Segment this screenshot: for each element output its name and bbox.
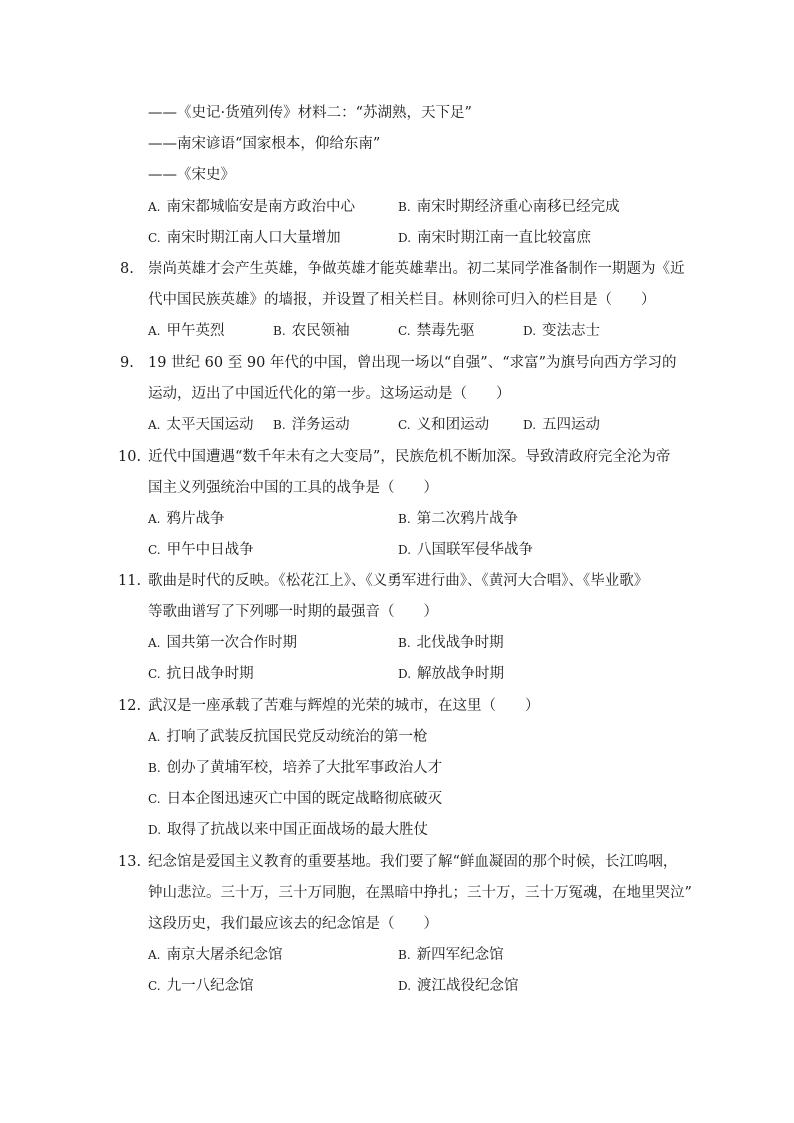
q7-option-d xyxy=(398,228,591,248)
q12-option-c xyxy=(148,789,442,809)
q11-option-c xyxy=(148,664,254,684)
material-source-line-3: ——《宋史》 xyxy=(148,167,235,183)
option-letter: A. xyxy=(148,418,161,432)
q10-stem-line-1: 近代中国遭遇“数千年未有之大变局”，民族危机不断加深。导致清政府完全沦为帝 xyxy=(148,449,671,465)
option-text: 南京大屠杀纪念馆 xyxy=(166,947,283,963)
option-letter: A. xyxy=(148,730,161,744)
q10-option-d xyxy=(398,540,533,560)
option-text: 创办了黄埔军校，培养了大批军事政治人才 xyxy=(166,760,443,776)
option-text: 义和团运动 xyxy=(416,417,490,433)
option-letter: A. xyxy=(148,512,161,526)
option-letter: B. xyxy=(273,324,286,338)
q13-stem-line-3: 这段历史，我们最应该去的纪念馆是（ ） xyxy=(148,916,438,932)
option-text: 日本企图迅速灭亡中国的既定战略彻底破灭 xyxy=(166,791,443,807)
q13-stem-line-2: 钟山悲泣。三十万，三十万同胞，在黑暗中挣扎；三十万，三十万冤魂，在地里哭泣” xyxy=(148,885,692,901)
q11-number: 11. xyxy=(118,573,142,589)
q13-option-c xyxy=(148,976,254,996)
q12-number: 12. xyxy=(118,698,142,714)
q11-option-b xyxy=(398,633,504,653)
q8-number: 8. xyxy=(120,261,134,277)
option-text: 解放战争时期 xyxy=(417,666,505,682)
option-letter: B. xyxy=(398,948,411,962)
option-text: 甲午英烈 xyxy=(166,323,225,339)
q11-stem-line-1: 歌曲是时代的反映。《松花江上》、《义勇军进行曲》、《黄河大合唱》、《毕业歌》 xyxy=(148,573,649,589)
q13-option-a xyxy=(148,945,282,965)
option-letter: C. xyxy=(148,792,161,806)
option-text: 鸦片战争 xyxy=(166,511,225,527)
q9-option-d xyxy=(523,415,600,435)
q7-option-b xyxy=(398,197,620,217)
option-text: 农民领袖 xyxy=(291,323,350,339)
q8-stem-line-1: 崇尚英雄才会产生英雄，争做英雄才能英雄辈出。初二某同学准备制作一期题为《近 xyxy=(148,261,685,277)
option-text: 北伐战争时期 xyxy=(416,635,504,651)
q13-stem-line-1: 纪念馆是爱国主义教育的重要基地。我们要了解“鲜血凝固的那个时候，长江呜咽， xyxy=(148,854,678,870)
q9-option-c xyxy=(398,415,489,435)
option-text: 五四运动 xyxy=(542,417,601,433)
option-text: 第二次鸦片战争 xyxy=(416,511,519,527)
q7-option-c xyxy=(148,228,341,248)
q10-option-c xyxy=(148,540,254,560)
q12-option-d xyxy=(148,820,428,840)
option-letter: D. xyxy=(523,418,537,432)
q9-stem-line-1: 19 世纪 60 至 90 年代的中国，曾出现一场以“自强”、“求富”为旗号向西方学习的 xyxy=(148,355,677,371)
q8-option-b xyxy=(273,321,350,341)
q9-stem-line-2: 运动，迈出了中国近代化的第一步。这场运动是（ ） xyxy=(148,386,511,402)
option-text: 太平天国运动 xyxy=(166,417,254,433)
option-letter: C. xyxy=(148,979,161,993)
material-source-line-1: ——《史记·货殖列传》材料二：“苏湖熟，天下足” xyxy=(148,105,472,121)
q9-number: 9. xyxy=(120,355,134,371)
option-letter: B. xyxy=(398,512,411,526)
material-source-line-2: ——南宋谚语“国家根本，仰给东南” xyxy=(148,136,381,152)
q13-option-d xyxy=(398,976,519,996)
option-letter: B. xyxy=(273,418,286,432)
option-letter: D. xyxy=(398,667,412,681)
option-text: 国共第一次合作时期 xyxy=(166,635,297,651)
option-letter: A. xyxy=(148,948,161,962)
option-text: 南宋时期江南人口大量增加 xyxy=(166,230,341,246)
option-text: 南宋都城临安是南方政治中心 xyxy=(166,199,355,215)
option-text: 渡江战役纪念馆 xyxy=(417,978,519,994)
option-letter: A. xyxy=(148,324,161,338)
option-text: 八国联军侵华战争 xyxy=(417,542,534,558)
option-letter: C. xyxy=(148,543,161,557)
option-letter: B. xyxy=(398,636,411,650)
option-text: 洋务运动 xyxy=(291,417,350,433)
q10-number: 10. xyxy=(118,449,142,465)
option-text: 南宋时期经济重心南移已经完成 xyxy=(416,199,620,215)
option-text: 取得了抗战以来中国正面战场的最大胜仗 xyxy=(167,822,429,838)
option-letter: D. xyxy=(398,543,412,557)
option-letter: D. xyxy=(523,324,537,338)
q10-option-a xyxy=(148,509,224,529)
q11-stem-line-2: 等歌曲谱写了下列哪一时期的最强音（ ） xyxy=(148,604,438,620)
option-letter: D. xyxy=(398,979,412,993)
option-letter: C. xyxy=(148,231,161,245)
q11-option-a xyxy=(148,633,297,653)
option-text: 变法志士 xyxy=(542,323,601,339)
q10-option-b xyxy=(398,509,518,529)
q9-option-b xyxy=(273,415,350,435)
option-letter: C. xyxy=(148,667,161,681)
q10-stem-line-2: 国主义列强统治中国的工具的战争是（ ） xyxy=(148,480,438,496)
option-letter: D. xyxy=(148,823,162,837)
option-text: 新四军纪念馆 xyxy=(416,947,504,963)
option-letter: A. xyxy=(148,200,161,214)
option-letter: C. xyxy=(398,324,411,338)
q8-option-a xyxy=(148,321,224,341)
q11-option-d xyxy=(398,664,504,684)
option-letter: B. xyxy=(398,200,411,214)
q8-option-d xyxy=(523,321,600,341)
option-text: 甲午中日战争 xyxy=(166,542,254,558)
option-letter: B. xyxy=(148,761,161,775)
q8-stem-line-2: 代中国民族英雄》的墙报，并设置了相关栏目。林则徐可归入的栏目是（ ） xyxy=(148,292,656,308)
option-letter: A. xyxy=(148,636,161,650)
option-text: 打响了武装反抗国民党反动统治的第一枪 xyxy=(166,729,428,745)
q8-option-c xyxy=(398,321,475,341)
q7-option-a xyxy=(148,197,355,217)
q12-option-b xyxy=(148,758,442,778)
option-text: 禁毒先驱 xyxy=(416,323,475,339)
option-letter: C. xyxy=(398,418,411,432)
q13-option-b xyxy=(398,945,504,965)
q12-option-a xyxy=(148,727,427,747)
option-text: 九一八纪念馆 xyxy=(166,978,254,994)
option-text: 抗日战争时期 xyxy=(166,666,254,682)
q9-option-a xyxy=(148,415,253,435)
q13-number: 13. xyxy=(118,854,142,870)
q12-stem-line-1: 武汉是一座承载了苦难与辉煌的光荣的城市，在这里（ ） xyxy=(148,698,540,714)
option-text: 南宋时期江南一直比较富庶 xyxy=(417,230,592,246)
option-letter: D. xyxy=(398,231,412,245)
